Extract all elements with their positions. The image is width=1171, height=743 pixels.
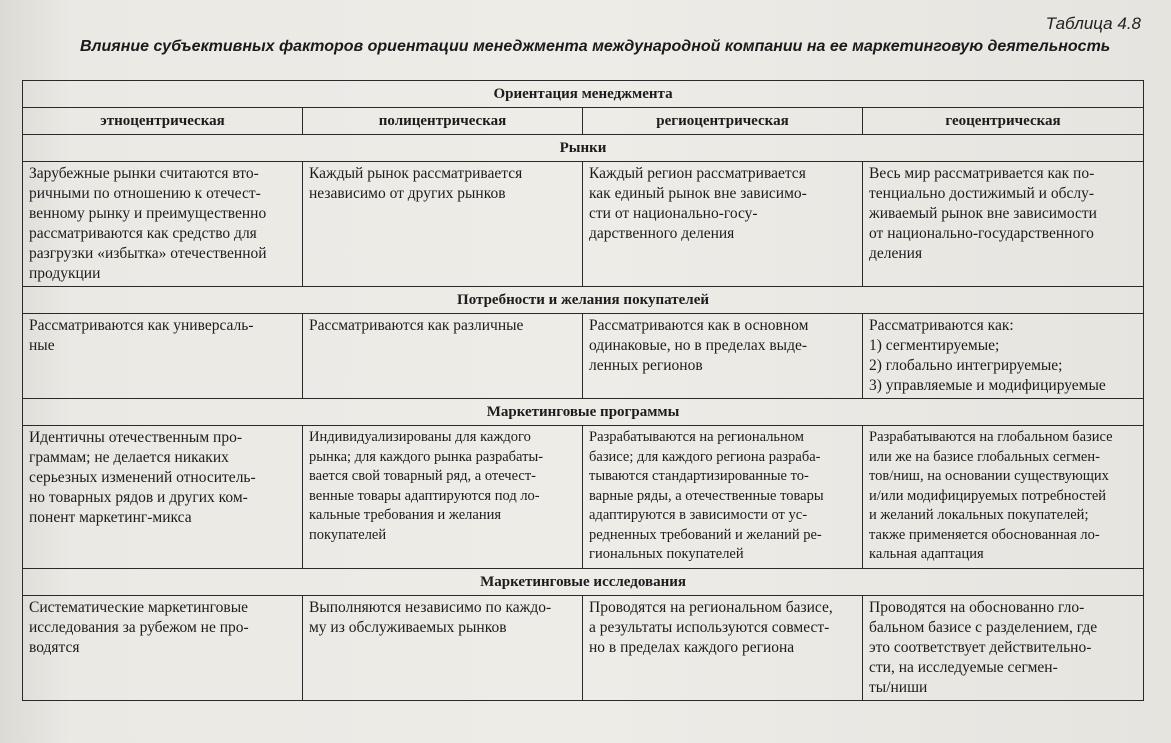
table-cell [583,596,863,701]
table-cell [863,162,1144,287]
cell-line: разгрузки «избытка» отечественной [29,245,267,262]
table-header: Ориентация менеджмента [23,81,1144,108]
table-cell [303,314,583,399]
cell-line: базисе; для каждого региона разраба- [589,448,821,465]
cell-line: понент маркетинг-микса [29,509,192,526]
section-title-needs: Потребности и желания покупателей [23,287,1144,314]
cell-line: но в пределах каждого региона [589,639,795,656]
table-cell [303,426,583,569]
cell-line: вается свой товарный ряд, а отечест- [309,468,536,484]
cell-line: сти от национально-госу- [589,205,758,222]
cell-line: и/или модифицируемых потребностей [869,487,1107,504]
section-title-research: Маркетинговые исследования [23,569,1144,596]
table-cell [583,314,863,399]
table-cell [863,426,1144,569]
cell-line: Проводятся на региональном базисе, [589,599,833,616]
column-header: полицентрическая [303,108,583,135]
cell-line: Систематические маркетинговые [29,599,248,616]
cell-line: редненных требований и желаний ре- [589,526,822,543]
cell-line: ричными по отношению к отечест- [29,185,261,202]
cell-line: и желаний локальных покупателей; [869,507,1089,523]
table-row [23,426,1144,569]
cell-line: рынка; для каждого рынка разрабаты- [309,448,544,465]
section-title-programs: Маркетинговые программы [23,399,1144,426]
cell-line: Рассматриваются как: [869,317,1014,334]
column-header: геоцентрическая [863,108,1144,135]
column-header: региоцентрическая [583,108,863,135]
table-cell [583,162,863,287]
table-cell [863,596,1144,701]
cell-line: гиональных покупателей [589,546,744,562]
section-title-markets: Рынки [23,135,1144,162]
cell-line: как единый рынок вне зависимо- [589,185,807,202]
cell-line: кальная адаптация [869,546,984,562]
cell-line: граммам; не делается никаких [29,449,229,466]
cell-line: продукции [29,265,101,282]
cell-line: а результаты используются совмест- [589,619,830,636]
cell-line: но товарных рядов и других ком- [29,489,248,506]
cell-line: живаемый рынок вне зависимости [869,205,1097,222]
table-number: Таблица 4.8 [1045,14,1141,33]
table-cell [303,596,583,701]
table-row [23,162,1144,287]
table-cell [863,314,1144,399]
cell-line: от национально-государственного [869,225,1094,242]
cell-line: ные [29,337,55,354]
table-title: Влияние субъективных факторов ориентации менеджмента международной компании на ее маркетинговую деятельность [80,38,1111,55]
table-cell [23,314,303,399]
cell-line: Разрабатываются на глобальном базисе [869,429,1113,445]
cell-line: независимо от других рынков [309,185,506,202]
cell-line: также применяется обоснованная ло- [869,526,1100,543]
cell-line: водятся [29,639,80,656]
cell-line: адаптируются в зависимости от ус- [589,507,808,523]
table-cell [303,162,583,287]
cell-line: кальные требования и желания [309,507,502,523]
cell-line: или же на базисе глобальных сегмен- [869,448,1100,465]
cell-line: варные ряды, а отечественные товары [589,487,824,504]
cell-line: деления [869,245,923,262]
cell-line: му из обслуживаемых рынков [309,619,507,636]
cell-line: ты/ниши [869,679,928,696]
table-cell [23,162,303,287]
cell-line: тываются стандартизированные то- [589,468,809,484]
table-row [23,596,1144,701]
cell-line: бальном базисе с разделением, где [869,619,1098,636]
cell-line: венные товары адаптируются под ло- [309,487,540,504]
cell-line: 3) управляемые и модифицируемые [869,377,1106,394]
cell-line: Разрабатываются на региональном [589,429,804,445]
column-header: этноцентрическая [23,108,303,135]
table-cell [23,596,303,701]
cell-line: рассматриваются как средство для [29,225,257,242]
cell-line: 2) глобально интегрируемые; [869,357,1063,374]
cell-line: Рассматриваются как в основном [589,317,809,334]
table-cell [23,426,303,569]
cell-line: Весь мир рассматривается как по- [869,165,1095,182]
cell-line: тенциально достижимый и обслу- [869,185,1094,202]
cell-line: сти, на исследуемые сегмен- [869,659,1058,676]
cell-line: ленных регионов [589,357,703,374]
cell-line: тов/ниш, на основании существующих [869,468,1109,484]
cell-line: Идентичны отечественным про- [29,429,242,446]
cell-line: исследования за рубежом не про- [29,619,249,636]
cell-line: Зарубежные рынки считаются вто- [29,165,259,182]
cell-line: Проводятся на обоснованно гло- [869,599,1085,616]
cell-line: Каждый рынок рассматривается [309,165,523,182]
cell-line: это соответствует действительно- [869,639,1092,656]
cell-line: дарственного деления [589,225,735,242]
cell-line: 1) сегментируемые; [869,337,1000,354]
cell-line: одинаковые, но в пределах выде- [589,337,808,354]
cell-line: венному рынку и преимущественно [29,205,267,222]
cell-line: Выполняются независимо по каждо- [309,599,552,616]
cell-line: Индивидуализированы для каждого [309,429,531,445]
cell-line: Рассматриваются как различные [309,317,524,334]
table-cell [583,426,863,569]
table-row [23,314,1144,399]
cell-line: серьезных изменений относитель- [29,469,256,486]
cell-line: Каждый регион рассматривается [589,165,806,182]
cell-line: покупателей [309,526,387,543]
cell-line: Рассматриваются как универсаль- [29,317,254,334]
orientation-table [22,80,1144,701]
